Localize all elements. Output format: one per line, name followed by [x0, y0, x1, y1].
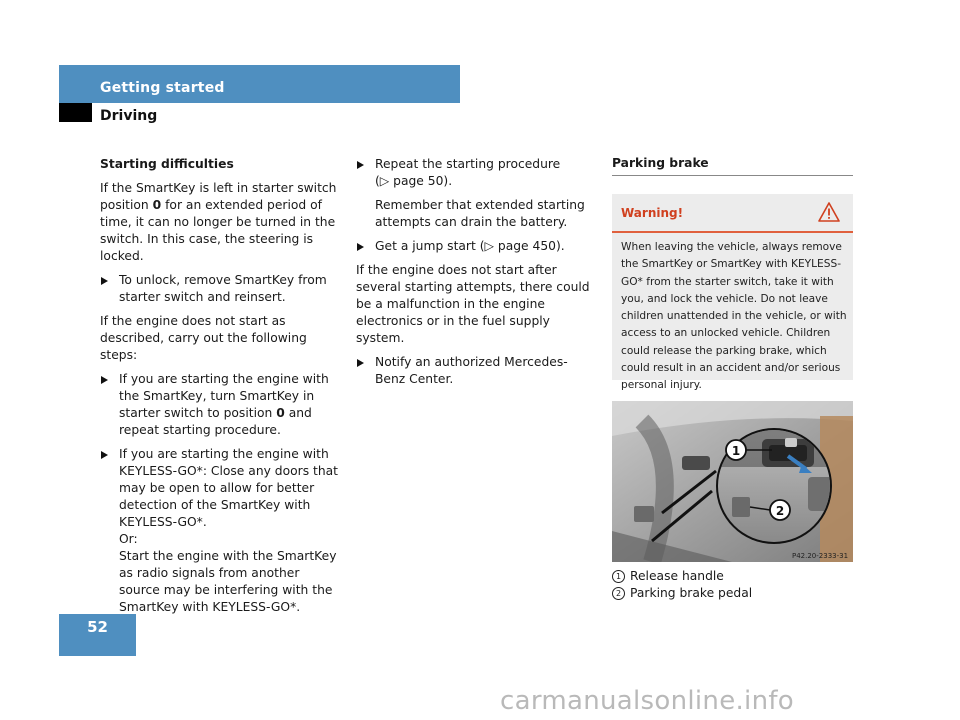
text-part: for an extended period of time, it can no longer be turned in the switch. In this case, the steering is locked.: [100, 198, 336, 263]
callout-1: 1: [731, 444, 741, 458]
warning-title: Warning!: [621, 206, 684, 220]
step-text: and repeat starting procedure.: [119, 406, 312, 437]
step-text: If you are starting the engine with KEYLESS-GO*: Close any doors that may be open to allow for better detection of the SmartKey with KEYLESS-GO*.: [119, 447, 338, 529]
position-zero: 0: [152, 198, 162, 212]
step-text: If you are starting the engine with the SmartKey, turn SmartKey in starter switch to position: [119, 372, 329, 420]
caption-number: 1: [612, 570, 625, 583]
bullet-triangle-icon: [357, 161, 364, 169]
paragraph-following-steps: If the engine does not start as described, carry out the following steps:: [100, 314, 307, 362]
subsection-title: Driving: [100, 108, 158, 124]
column-starting-difficulties: [100, 156, 342, 623]
parking-brake-heading: Parking brake: [612, 156, 709, 170]
photo-code: P42.20-2333-31: [792, 552, 849, 560]
step-unlock: [100, 272, 342, 306]
caption-parking-brake-pedal: [612, 585, 752, 602]
page-reference: (▷ page 50).: [375, 174, 453, 188]
step-keyless-go: [100, 446, 342, 616]
step-notify: [356, 354, 596, 388]
bullet-triangle-icon: [357, 243, 364, 251]
caption-text: Parking brake pedal: [630, 586, 753, 600]
step-smartkey: [100, 371, 342, 439]
paragraph-malfunction: If the engine does not start after several starting attempts, there could be a malfunction in the engine electronics or in the fuel supply system.: [356, 263, 590, 345]
step-text: To unlock, remove SmartKey from starter switch and reinsert.: [119, 273, 327, 304]
caption-release-handle: [612, 568, 752, 585]
warning-text: When leaving the vehicle, always remove the SmartKey or SmartKey with KEYLESS-GO* from the starter switch, take it with you, and lock the vehicle. Do not leave children unattended in the vehicle, or with access to an unlocked vehicle. Children could release the parking brake, which could result in an accident and/or serious personal injury.: [621, 241, 847, 392]
page-number: 52: [87, 618, 108, 636]
bullet-triangle-icon: [101, 277, 108, 285]
callout-2: 2: [775, 504, 785, 518]
bullet-triangle-icon: [357, 359, 364, 367]
bullet-triangle-icon: [101, 376, 108, 384]
caption-text: Release handle: [630, 569, 724, 583]
text-part: If the SmartKey is left in starter switch position: [100, 181, 337, 212]
parking-brake-photo: [612, 401, 853, 562]
bullet-triangle-icon: [101, 451, 108, 459]
watermark: carmanualsonline.info: [500, 686, 795, 716]
warning-icon: [818, 202, 840, 222]
step-repeat: [356, 156, 596, 190]
warning-rule: [612, 231, 853, 233]
caption-number: 2: [612, 587, 625, 600]
step-text: Start the engine with the SmartKey as radio signals from another source may be interfering with the SmartKey with KEYLESS-GO*.: [119, 549, 337, 614]
photo-captions: [612, 568, 752, 602]
step-jump-start: [356, 238, 596, 255]
note-battery: Remember that extended starting attempts can drain the battery.: [375, 198, 585, 229]
column-starting-continued: [356, 156, 596, 395]
starting-difficulties-heading: Starting difficulties: [100, 157, 234, 171]
step-or: Or:: [119, 532, 138, 546]
paragraph-steering-locked: [100, 180, 342, 265]
step-text: Repeat the starting procedure: [375, 157, 561, 171]
section-tab-marker: [59, 103, 92, 122]
step-text: Get a jump start (▷ page 450).: [375, 239, 565, 253]
heading-rule: [612, 175, 853, 176]
section-title: Getting started: [100, 80, 225, 96]
position-zero: 0: [276, 406, 285, 420]
step-text: Notify an authorized Mercedes-Benz Center.: [375, 355, 568, 386]
